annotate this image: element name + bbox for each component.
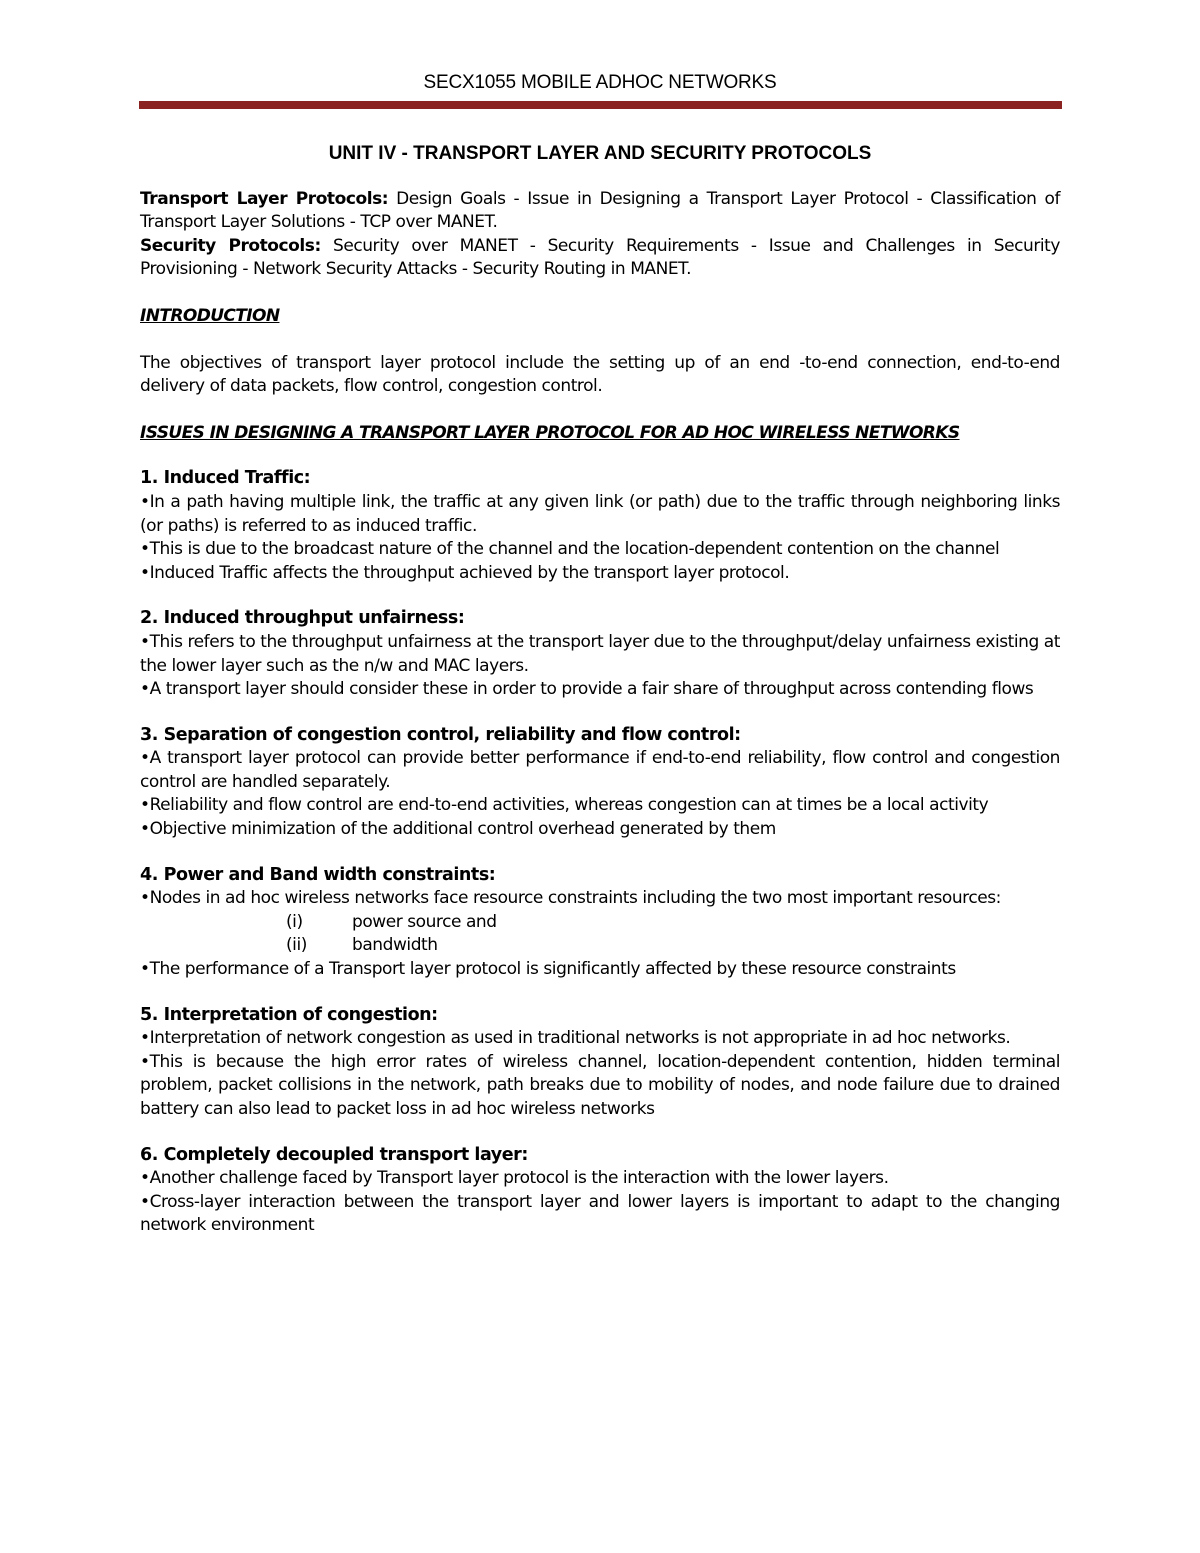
header-divider: [139, 101, 1062, 109]
page-content: [140, 140, 1060, 1238]
issue-5-bullet-2: •This is because the high error rates of wireless channel, location-dependent contention, hidden terminal problem, packet collisions in the network, path breaks due to mobility of nodes, and node failure due to drained battery can also lead to packet loss in ad hoc wireless networks: [140, 1051, 1060, 1119]
syllabus-security: [140, 235, 1060, 282]
issue-2-bullet-1: •This refers to the throughput unfairness at the transport layer due to the throughput/delay unfairness existing at the lower layer such as the n/w and MAC layers.: [140, 631, 1060, 676]
unit-title: UNIT IV - TRANSPORT LAYER AND SECURITY PROTOCOLS: [328, 143, 872, 164]
issue-2-bullet-2: •A transport layer should consider these in order to provide a fair share of throughput across contending flows: [140, 679, 1034, 700]
issue-heading-3: 3. Separation of congestion control, reliability and flow control:: [140, 724, 741, 745]
issue-5-bullet-1: •Interpretation of network congestion as used in traditional networks is not appropriate in ad hoc networks.: [140, 1028, 1011, 1049]
resource-item: [140, 934, 1060, 958]
resource-item-number: (i): [286, 911, 303, 932]
issue-3-bullet-2: •Reliability and flow control are end-to-end activities, whereas congestion can at times be a local activity: [140, 795, 989, 816]
issue-6-bullet-1: •Another challenge faced by Transport layer protocol is the interaction with the lower layers.: [140, 1168, 889, 1189]
issue-heading-5: 5. Interpretation of congestion:: [140, 1004, 438, 1025]
issue-1-bullet-2: •This is due to the broadcast nature of the channel and the location-dependent contention on the channel: [140, 539, 1000, 560]
transport-text: Design Goals - Issue in Designing a Transport Layer Protocol - Classification of Transport Layer Solutions - TCP over MANET.: [140, 188, 1060, 233]
issue-1-bullet-1: •In a path having multiple link, the traffic at any given link (or path) due to the traffic through neighboring links (or paths) is referred to as induced traffic.: [140, 491, 1060, 536]
issue-6-bullet-2: •Cross-layer interaction between the transport layer and lower layers is important to adapt to the changing network environment: [140, 1191, 1060, 1236]
resource-item-text: bandwidth: [352, 935, 438, 956]
issue-heading-2: 2. Induced throughput unfairness:: [140, 608, 465, 629]
security-label: Security Protocols:: [140, 235, 321, 256]
issues-heading: ISSUES IN DESIGNING A TRANSPORT LAYER PROTOCOL FOR AD HOC WIRELESS NETWORKS: [140, 422, 960, 443]
syllabus-transport: [140, 188, 1060, 235]
transport-label: Transport Layer Protocols:: [140, 188, 389, 209]
introduction-text: The objectives of transport layer protocol include the setting up of an end -to-end connection, end-to-end delivery of data packets, flow control, congestion control.: [140, 352, 1060, 397]
issue-heading-6: 6. Completely decoupled transport layer:: [140, 1144, 528, 1165]
resource-list: [140, 911, 1060, 958]
course-title: SECX1055 MOBILE ADHOC NETWORKS: [423, 72, 777, 93]
resource-item: [140, 911, 1060, 935]
issue-4-bullet-2: •The performance of a Transport layer protocol is significantly affected by these resource constraints: [140, 959, 956, 980]
resource-item-number: (ii): [286, 935, 307, 956]
issue-heading-4: 4. Power and Band width constraints:: [140, 864, 496, 885]
resource-item-text: power source and: [352, 911, 497, 932]
security-text: Security over MANET - Security Requirements - Issue and Challenges in Security Provisioning - Network Security Attacks - Security Routing in MANET.: [140, 235, 1060, 280]
introduction-heading: INTRODUCTION: [140, 305, 280, 326]
issue-3-bullet-1: •A transport layer protocol can provide better performance if end-to-end reliability, flow control and congestion control are handled separately.: [140, 748, 1060, 792]
issue-heading-1: 1. Induced Traffic:: [140, 468, 311, 489]
issue-3-bullet-3: •Objective minimization of the additional control overhead generated by them: [140, 819, 776, 840]
issue-1-bullet-3: •Induced Traffic affects the throughput achieved by the transport layer protocol.: [140, 562, 790, 583]
issue-4-bullet-1: •Nodes in ad hoc wireless networks face resource constraints including the two most important resources:: [140, 888, 1001, 909]
